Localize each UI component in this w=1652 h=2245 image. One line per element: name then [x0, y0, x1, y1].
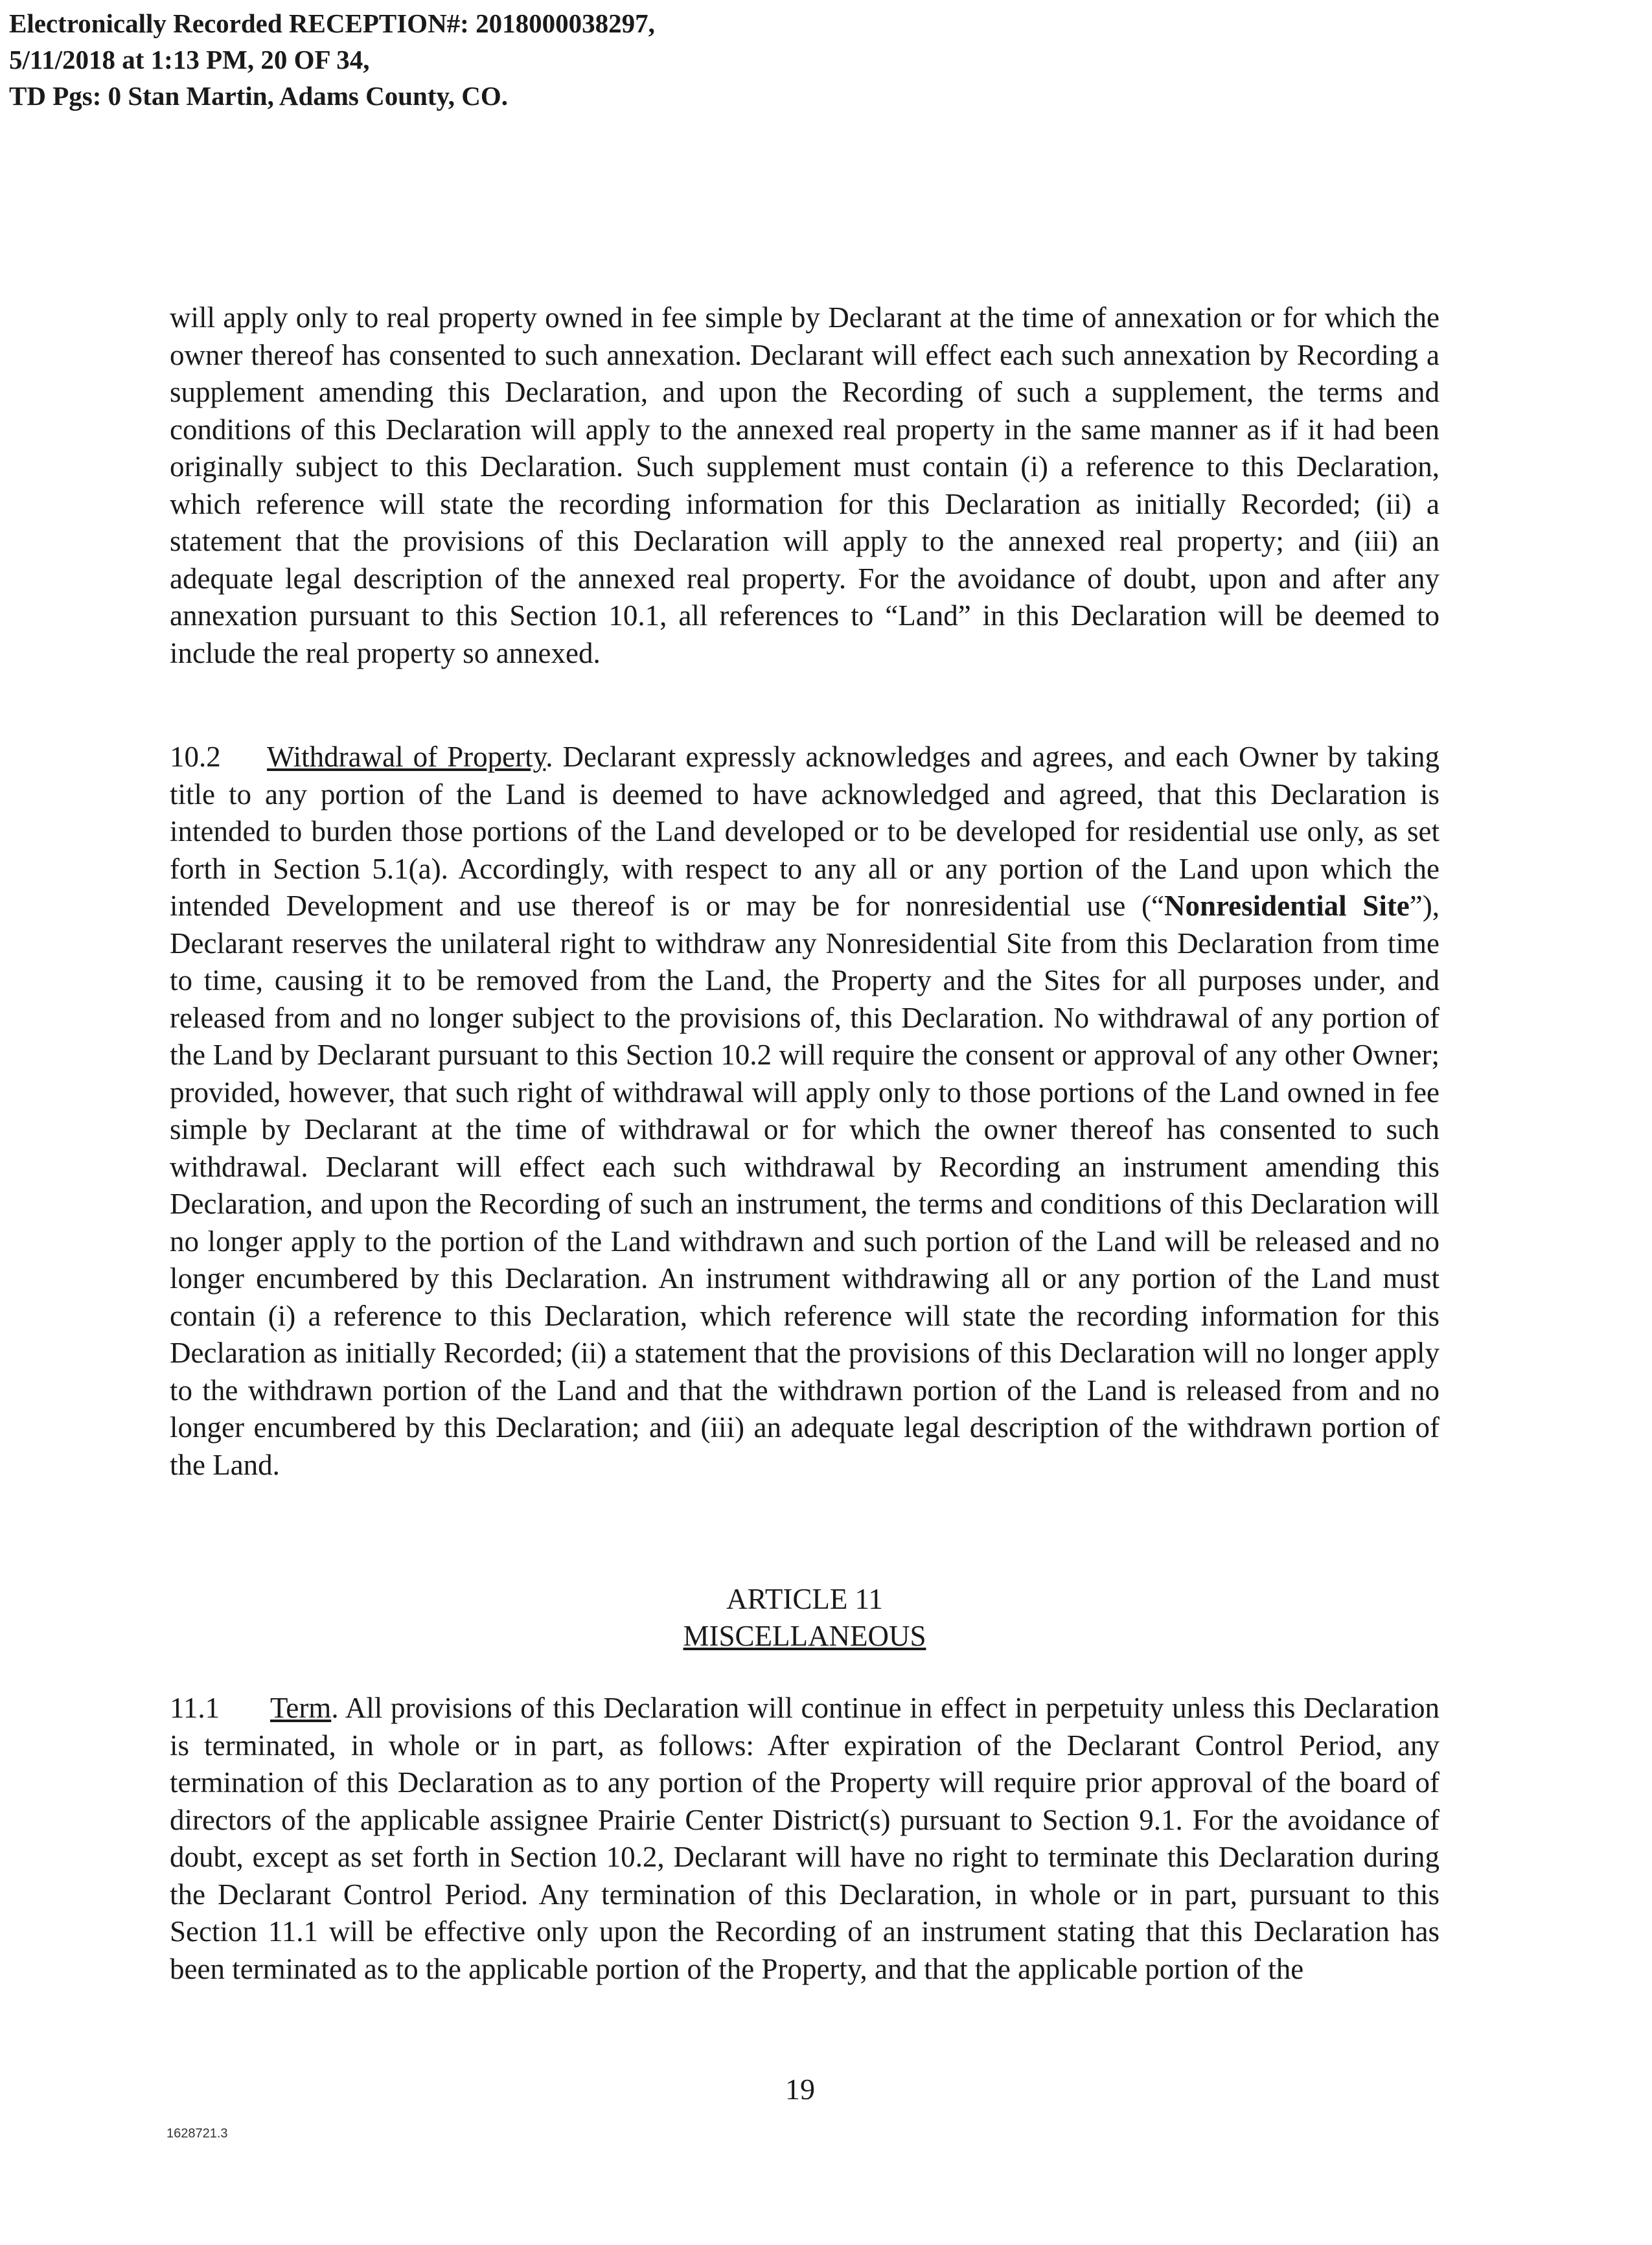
section-11-1-text: . All provisions of this Declaration will continue in effect in perpetuity unless this Declaration is terminated, in whole or in part, as follows: After expiration of the Declarant Control Period, any termination of this Declaration as to any portion of the Property will require prior approval of the board of directors of the applicable assignee Prairie Center District(s) pursuant to Section 9.1. For the avoidance of doubt, except as set forth in Section 10.2, Declarant will have no right to terminate this Declaration during the Declarant Control Period. Any termination of this Declaration, in whole or in part, pursuant to this Section 11.1 will be effective only upon the Recording of an instrument stating that this Declaration has been terminated as to the applicable portion of the Property, and that the applicable portion of the	[170, 1692, 1440, 1985]
article-11-heading	[170, 1581, 1440, 1655]
section-10-2-paragraph	[170, 739, 1440, 1484]
annexation-paragraph-text: will apply only to real property owned in fee simple by Declarant at the time of annexation or for which the owner thereof has consented to such annexation. Declarant will effect each such annexation by Recording a supplement amending this Declaration, and upon the Recording of such a supplement, the terms and conditions of this Declaration will apply to the annexed real property in the same manner as if it had been originally subject to this Declaration. Such supplement must contain (i) a reference to this Declaration, which reference will state the recording information for this Declaration as initially Recorded; (ii) a statement that the provisions of this Declaration will apply to the annexed real property; and (iii) an adequate legal description of the annexed real property. For the avoidance of doubt, upon and after any annexation pursuant to this Section 10.1, all references to “Land” in this Declaration will be deemed to include the real property so annexed.	[170, 301, 1440, 669]
article-number: ARTICLE 11	[726, 1583, 883, 1615]
section-10-2-heading: Withdrawal of Property	[267, 741, 546, 773]
document-number: 1628721.3	[166, 2126, 228, 2141]
nonresidential-site-term: Nonresidential Site	[1164, 890, 1410, 922]
section-11-1-number: 11.1	[170, 1692, 220, 1724]
section-11-1-paragraph	[170, 1690, 1440, 1988]
section-10-2-number: 10.2	[170, 741, 221, 773]
article-title: MISCELLANEOUS	[683, 1620, 926, 1652]
recording-stamp-line-3: TD Pgs: 0 Stan Martin, Adams County, CO.	[9, 81, 508, 111]
section-11-1-heading: Term	[270, 1692, 332, 1724]
recording-stamp-line-1: Electronically Recorded RECEPTION#: 2018000038297,	[9, 8, 655, 38]
section-10-2-text-b: ”), Declarant reserves the unilateral right to withdraw any Nonresidential Site from this Declaration from time to time, causing it to be removed from the Land, the Property and the Sites for all purposes under, and released from and no longer subject to the provisions of, this Declaration. No withdrawal of any portion of the Land by Declarant pursuant to this Section 10.2 will require the consent or approval of any other Owner; provided, however, that such right of withdrawal will apply only to those portions of the Land owned in fee simple by Declarant at the time of withdrawal or for which the owner thereof has consented to such withdrawal. Declarant will effect each such withdrawal by Recording an instrument amending this Declaration, and upon the Recording of such an instrument, the terms and conditions of this Declaration will no longer apply to the portion of the Land withdrawn and such portion of the Land will be released and no longer encumbered by this Declaration. An instrument withdrawing all or any portion of the Land must contain (i) a reference to this Declaration, which reference will state the recording information for this Declaration as initially Recorded; (ii) a statement that the provisions of this Declaration will no longer apply to the withdrawn portion of the Land and that the withdrawn portion of the Land is released from and no longer encumbered by this Declaration; and (iii) an adequate legal description of the withdrawn portion of the Land.	[170, 890, 1440, 1481]
page-number: 19	[785, 2073, 815, 2106]
section-10-2-text-a: . Declarant expressly acknowledges and agrees, and each Owner by taking title to any portion of the Land is deemed to have acknowledged and agreed, that this Declaration is intended to burden those portions of the Land developed or to be developed for residential use only, as set forth in Section 5.1(a). Accordingly, with respect to any all or any portion of the Land upon which the intended Development and use thereof is or may be for nonresidential use (“	[170, 741, 1440, 922]
recording-stamp-line-2: 5/11/2018 at 1:13 PM, 20 OF 34,	[9, 45, 370, 75]
recording-stamp	[9, 5, 655, 114]
annexation-paragraph-continued	[170, 299, 1440, 672]
